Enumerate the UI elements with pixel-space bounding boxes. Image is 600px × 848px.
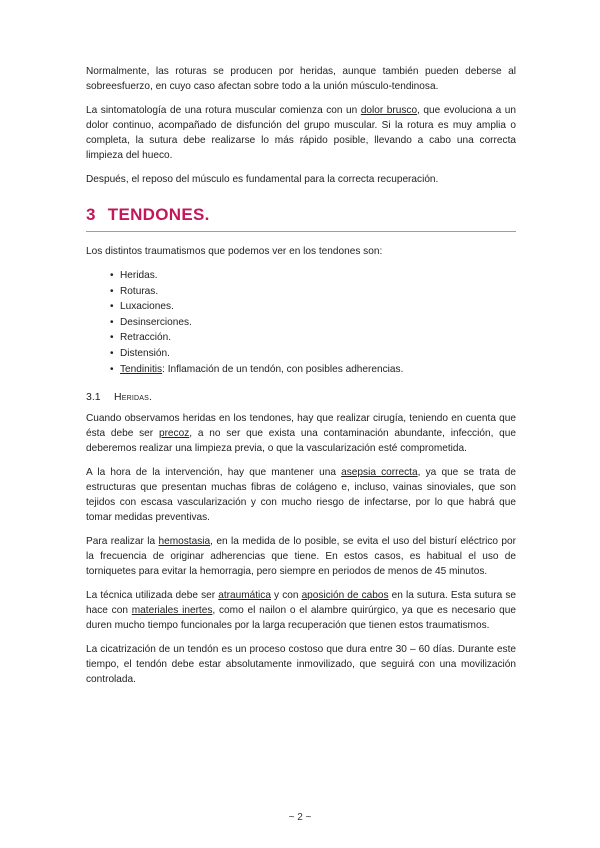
underlined-term: dolor brusco xyxy=(360,105,418,116)
bullet-icon: • xyxy=(110,316,114,328)
text-run: , que evoluciona a un dolor continuo, acompañado de disfunción del grupo muscular. Si la rotura es muy amplia o completa, la sutura debe realizarse lo más rápido posible, llevando a cabo una correcta limpieza del hueco. xyxy=(86,105,516,161)
bullet-icon: • xyxy=(110,301,114,313)
underlined-term: precoz xyxy=(158,428,190,440)
underlined-term: Tendinitis xyxy=(120,363,163,375)
text-run: Distensión. xyxy=(120,347,170,359)
section-number: 3 xyxy=(86,205,96,224)
top-paragraphs xyxy=(86,64,516,187)
paragraph xyxy=(86,465,516,525)
paragraph xyxy=(86,534,516,579)
subsection-paragraphs xyxy=(86,411,516,687)
text-run: La cicatrización de un tendón es un proceso costoso que dura entre 30 – 60 días. Durante este tiempo, el tendón debe estar absolutamente inmovilizado, que seguirá con una movilización controlada. xyxy=(86,644,516,686)
text-run: Roturas. xyxy=(120,285,159,297)
section-title: TENDONES. xyxy=(107,205,210,224)
document-page xyxy=(86,64,516,696)
paragraph xyxy=(86,103,516,163)
paragraph xyxy=(86,64,516,94)
subsection-number: 3.1 xyxy=(86,391,101,404)
bullet-icon: • xyxy=(110,363,114,375)
underlined-term: aposición de cabos xyxy=(301,590,389,602)
list-item xyxy=(110,362,516,378)
text-run: Para realizar la xyxy=(86,536,159,548)
underlined-term: asepsia correcta xyxy=(341,467,418,479)
list-item xyxy=(110,268,516,284)
bullet-icon: • xyxy=(110,285,114,297)
underlined-term: materiales inertes xyxy=(131,605,213,617)
underlined-term: hemostasia xyxy=(158,536,211,548)
intro-paragraph: Los distintos traumatismos que podemos ver en los tendones son: xyxy=(86,246,383,257)
text-run: Heridas. xyxy=(120,270,158,281)
text-run: Normalmente, las roturas se producen por heridas, aunque también pueden deberse al sobreesfuerzo, en cuyo caso afectan sobre todo a la unión músculo-tendinosa. xyxy=(86,66,516,92)
page-number: ~ 2 ~ xyxy=(288,812,312,823)
list-item xyxy=(110,330,516,346)
subsection-title: Heridas. xyxy=(114,391,153,404)
text-run: , a no ser que exista una contaminación abundante, infección, que deberemos realizar una limpieza previa, o que la vascularización esté comprometida. xyxy=(86,428,517,455)
trauma-list xyxy=(86,268,516,377)
paragraph xyxy=(86,411,516,456)
text-run: Después, el reposo del músculo es fundamental para la correcta recuperación. xyxy=(86,174,439,185)
list-item xyxy=(110,315,516,331)
paragraph xyxy=(86,588,516,633)
list-item xyxy=(110,346,516,362)
subsection-heading xyxy=(86,391,516,403)
text-run: La sintomatología de una rotura muscular comienza con un xyxy=(86,105,361,116)
bullet-icon: • xyxy=(110,347,114,359)
text-run: en la sutura. Esta sutura se hace con xyxy=(86,590,516,617)
text-run: Cuando observamos heridas en los tendones, hay que realizar cirugía, teniendo en cuenta que ésta debe ser xyxy=(86,413,516,440)
paragraph xyxy=(86,642,516,687)
text-run: , como el nailon o el alambre quirúrgico, ya que es necesario que duren mucho tiempo funcionales por la larga recuperación que tienen estos traumatismos. xyxy=(86,605,516,632)
text-run: , ya que se trata de estructuras que presentan muchas fibras de colágeno e, incluso, vainas sinoviales, que son tejidos con escasa vascularización y con mucho riesgo de infectarse, por lo que habrá que tomar medidas preventivas. xyxy=(86,467,516,524)
text-run: Desinserciones. xyxy=(120,316,192,328)
list-item xyxy=(110,284,516,300)
list-item xyxy=(110,299,516,315)
text-run: : Inflamación de un tendón, con posibles adherencias. xyxy=(162,363,404,375)
section-heading xyxy=(86,205,516,232)
underlined-term: atraumática xyxy=(218,590,271,602)
paragraph xyxy=(86,172,516,187)
text-run: A la hora de la intervención, hay que mantener una xyxy=(86,467,342,479)
text-run: , en la medida de lo posible, se evita el uso del bisturí eléctrico por la frecuencia de originar adherencias que tiene. En estos casos, es habitual el uso de torniquetes para evitar la hemorragia, pero siempre en periodos de menos de 45 minutos. xyxy=(86,536,517,578)
text-run: Retracción. xyxy=(120,332,172,344)
text-run: y con xyxy=(270,590,302,602)
text-run: La técnica utilizada debe ser xyxy=(86,590,219,602)
bullet-icon: • xyxy=(110,332,114,344)
text-run: Luxaciones. xyxy=(120,301,174,313)
bullet-icon: • xyxy=(110,270,114,281)
